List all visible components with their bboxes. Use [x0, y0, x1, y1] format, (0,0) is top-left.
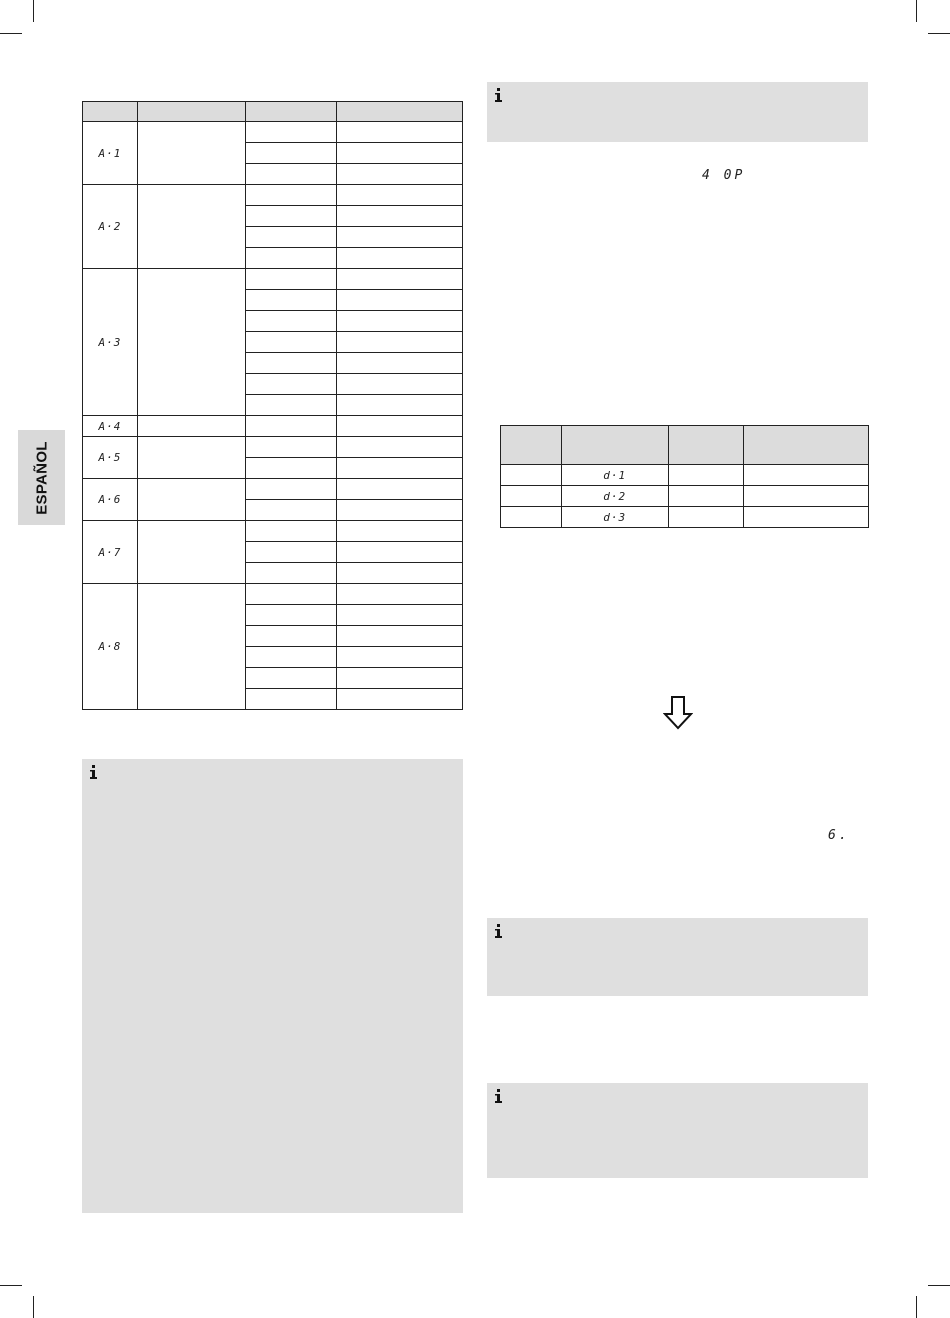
value-cell: [337, 185, 463, 206]
table-cell: [668, 507, 744, 528]
step-cell: [245, 647, 337, 668]
table-cell: [501, 507, 562, 528]
value-cell: [337, 206, 463, 227]
table-row: [83, 416, 463, 437]
crop-mark: [33, 0, 34, 22]
value-cell: [337, 311, 463, 332]
program-name-cell: [137, 185, 245, 269]
crop-mark: [33, 1296, 34, 1318]
language-label: ESPAÑOL: [33, 440, 50, 515]
value-cell: [337, 416, 463, 437]
program-code-cell: A·3: [83, 269, 138, 416]
table-cell: [668, 486, 744, 507]
crop-mark: [0, 1285, 22, 1286]
program-code-cell: A·1: [83, 122, 138, 185]
value-cell: [337, 353, 463, 374]
value-cell: [337, 458, 463, 479]
step-display-code: 6.: [828, 828, 850, 843]
value-cell: [337, 290, 463, 311]
step-cell: [245, 374, 337, 395]
value-cell: [337, 143, 463, 164]
program-name-cell: [137, 521, 245, 584]
step-cell: [245, 458, 337, 479]
arrow-down-icon: [663, 696, 693, 730]
step-cell: [245, 206, 337, 227]
value-cell: [337, 332, 463, 353]
table-header-cell: [501, 426, 562, 465]
step-cell: [245, 563, 337, 584]
table-row: [83, 269, 463, 290]
value-cell: [337, 605, 463, 626]
crop-mark: [928, 1285, 950, 1286]
table-header-row: [501, 426, 869, 465]
value-cell: [337, 563, 463, 584]
step-cell: [245, 122, 337, 143]
table-header-cell: [337, 102, 463, 122]
value-cell: [337, 626, 463, 647]
table-header-cell: [668, 426, 744, 465]
table-row: [83, 437, 463, 458]
table-cell: [668, 465, 744, 486]
program-code-cell: A·2: [83, 185, 138, 269]
step-cell: [245, 479, 337, 500]
step-cell: [245, 185, 337, 206]
table-row: [83, 584, 463, 605]
crop-mark: [916, 0, 917, 22]
table-cell: [744, 486, 869, 507]
info-icon: [494, 1089, 503, 1103]
step-cell: [245, 395, 337, 416]
program-table: [82, 101, 463, 710]
value-cell: [337, 668, 463, 689]
value-cell: [337, 542, 463, 563]
step-cell: [245, 500, 337, 521]
step-cell: [245, 353, 337, 374]
info-icon: [494, 924, 503, 938]
table-header-cell: [245, 102, 337, 122]
step-cell: [245, 605, 337, 626]
delay-table: [500, 425, 869, 528]
crop-mark: [0, 33, 22, 34]
step-cell: [245, 269, 337, 290]
step-cell: [245, 227, 337, 248]
value-cell: [337, 584, 463, 605]
table-row: [83, 185, 463, 206]
step-cell: [245, 584, 337, 605]
info-note: [487, 1083, 868, 1178]
value-cell: [337, 479, 463, 500]
info-icon: [494, 88, 503, 102]
program-code-cell: A·7: [83, 521, 138, 584]
program-code-cell: A·6: [83, 479, 138, 521]
step-cell: [245, 626, 337, 647]
value-cell: [337, 227, 463, 248]
step-cell: [245, 143, 337, 164]
program-name-cell: [137, 416, 245, 437]
step-cell: [245, 332, 337, 353]
program-name-cell: [137, 269, 245, 416]
table-cell: [501, 465, 562, 486]
step-cell: [245, 311, 337, 332]
table-row: [501, 486, 869, 507]
program-code-cell: A·8: [83, 584, 138, 710]
step-cell: [245, 542, 337, 563]
table-row: [501, 465, 869, 486]
program-name-cell: [137, 584, 245, 710]
table-row: [501, 507, 869, 528]
program-name-cell: [137, 437, 245, 479]
delay-code-cell: d·3: [561, 507, 668, 528]
value-cell: [337, 164, 463, 185]
value-cell: [337, 500, 463, 521]
delay-code-cell: d·2: [561, 486, 668, 507]
program-name-cell: [137, 122, 245, 185]
value-cell: [337, 521, 463, 542]
step-cell: [245, 437, 337, 458]
info-note: [487, 82, 868, 142]
step-cell: [245, 689, 337, 710]
crop-mark: [928, 33, 950, 34]
table-header-cell: [561, 426, 668, 465]
table-row: [83, 122, 463, 143]
language-tab: [18, 430, 65, 525]
step-cell: [245, 668, 337, 689]
value-cell: [337, 248, 463, 269]
value-cell: [337, 395, 463, 416]
value-cell: [337, 122, 463, 143]
table-header-row: [83, 102, 463, 122]
step-cell: [245, 290, 337, 311]
step-cell: [245, 164, 337, 185]
program-name-cell: [137, 479, 245, 521]
value-cell: [337, 269, 463, 290]
stop-display-code: 4 0P: [702, 168, 746, 183]
info-note: [487, 918, 868, 996]
program-code-cell: A·5: [83, 437, 138, 479]
table-header-cell: [83, 102, 138, 122]
value-cell: [337, 374, 463, 395]
info-note: [82, 759, 463, 1213]
table-row: [83, 521, 463, 542]
value-cell: [337, 437, 463, 458]
table-header-cell: [137, 102, 245, 122]
table-cell: [501, 486, 562, 507]
info-icon: [89, 765, 98, 779]
step-cell: [245, 521, 337, 542]
value-cell: [337, 647, 463, 668]
step-cell: [245, 416, 337, 437]
table-cell: [744, 507, 869, 528]
crop-mark: [916, 1296, 917, 1318]
table-cell: [744, 465, 869, 486]
delay-code-cell: d·1: [561, 465, 668, 486]
program-code-cell: A·4: [83, 416, 138, 437]
table-header-cell: [744, 426, 869, 465]
value-cell: [337, 689, 463, 710]
step-cell: [245, 248, 337, 269]
table-row: [83, 479, 463, 500]
